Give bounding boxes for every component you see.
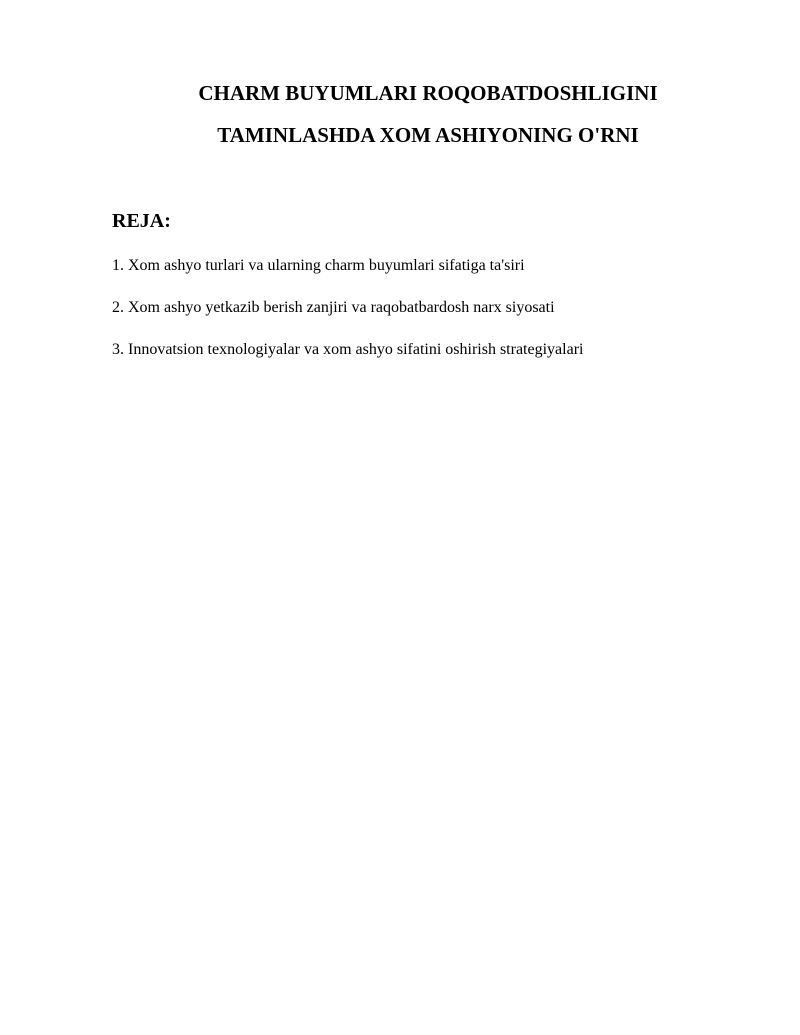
- plan-item-2: 2. Xom ashyo yetkazib berish zanjiri va raqobatbardosh narx siyosati: [112, 299, 555, 316]
- plan-list: [112, 254, 583, 380]
- plan-heading: REJA:: [112, 210, 171, 232]
- plan-item-1: 1. Xom ashyo turlari va ularning charm buyumlari sifatiga ta'siri: [112, 257, 525, 274]
- document-title: [0, 72, 800, 156]
- plan-item-3: 3. Innovatsion texnologiyalar va xom ashyo sifatini oshirish strategiyalari: [112, 341, 584, 358]
- title-line-2: TAMINLASHDA XOM ASHIYONING O'RNI: [217, 123, 639, 147]
- title-line-1: CHARM BUYUMLARI ROQOBATDOSHLIGINI: [198, 81, 658, 105]
